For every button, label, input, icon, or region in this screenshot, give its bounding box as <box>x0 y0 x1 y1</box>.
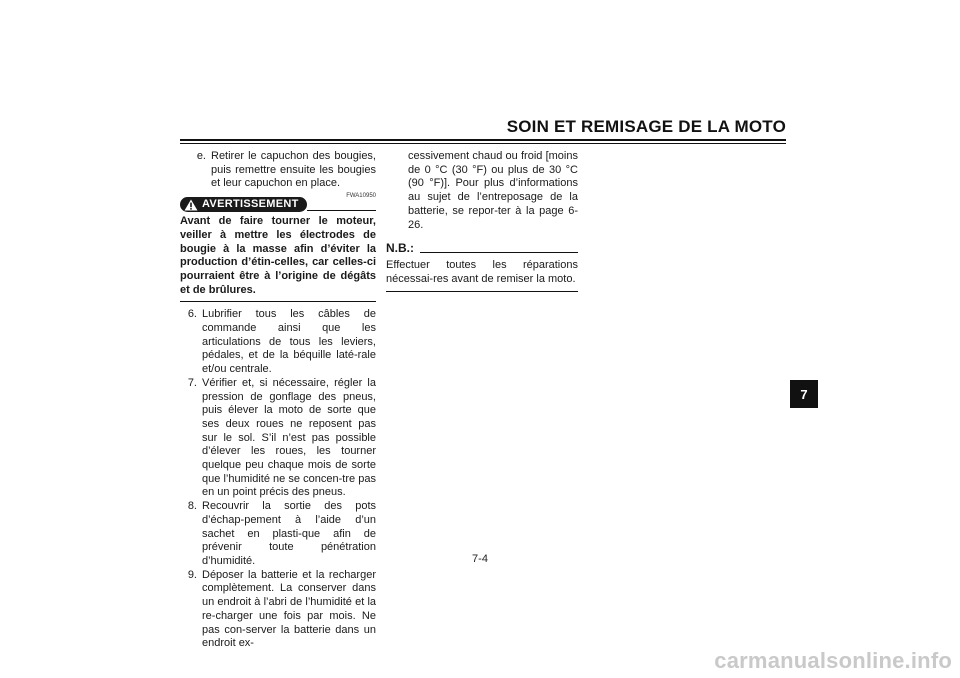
list-item-text: Déposer la batterie et la recharger complètement. La conserver dans un endroit à l’abri de l’humidité et la re-charger une fois par mois. Ne pas con-server la batterie dans un endroit ex- <box>202 568 376 650</box>
right-column <box>386 150 578 292</box>
list-item-e <box>180 150 376 191</box>
list-item <box>180 308 376 377</box>
list-item-number: 6. <box>187 308 197 321</box>
watermark: carmanualsonline.info <box>714 648 952 673</box>
list-item-text: cessivement chaud ou froid [moins de 0 °C (30 °F) ou plus de 30 °C (90 °F)]. Pour plus d’informations au sujet de l’entreposage de la batterie, se repor-ter à la page 6-26. <box>408 150 578 231</box>
note-rule <box>420 252 578 253</box>
title-rule-thin <box>180 143 786 144</box>
chapter-tab: 7 <box>790 380 818 408</box>
list-item-number: e. <box>196 150 206 162</box>
warning-code: FWA10950 <box>346 193 376 200</box>
warning-text: Avant de faire tourner le moteur, veiller à mettre les électrodes de bougie à la masse afin d’éviter la production d’étin-celles, car celles-ci pourraient être à l’origine de dégâts et de brûlures. <box>180 215 376 302</box>
list-item-number: 7. <box>187 376 197 389</box>
page-title: SOIN ET REMISAGE DE LA MOTO <box>506 117 786 136</box>
warning-label <box>180 197 307 212</box>
note-header <box>386 242 578 255</box>
warning-triangle-icon <box>184 199 198 211</box>
note-text: Effectuer toutes les réparations nécessai-res avant de remiser la moto. <box>386 259 578 291</box>
list-item-continuation <box>386 150 578 232</box>
title-rule-thick <box>180 139 786 141</box>
list-item <box>180 569 376 651</box>
list-item-indent <box>386 150 408 232</box>
page-number: 7-4 <box>472 553 488 565</box>
warning-rule <box>307 210 376 211</box>
list-item-number: 9. <box>187 568 197 581</box>
list-item <box>180 500 376 569</box>
list-item <box>180 377 376 500</box>
list-item-text: Recouvrir la sortie des pots d’échap-pement à l’aide d’un sachet en plasti-que afin de prévenir toute pénétration d’humidité. <box>202 500 376 567</box>
list-item-text: Lubrifier tous les câbles de commande ainsi que les articulations de tous les leviers, pédales, et de la béquille laté-rale et/ou centrale. <box>202 308 376 376</box>
note-label: N.B.: <box>386 241 414 256</box>
warning-label-text: AVERTISSEMENT <box>202 198 299 211</box>
warning-box <box>180 193 376 302</box>
list-item-text: Vérifier et, si nécessaire, régler la pression de gonflage des pneus, puis élever la moto de sorte que ses deux roues ne reposent pas sur le sol. S’il n’est pas possible d’élever les roues, les tourner quelque peu chaque mois de sorte que l’humidité ne se concen-tre pas en un point précis des pneus. <box>202 376 376 499</box>
list-item-number: 8. <box>187 500 197 513</box>
left-column <box>180 150 376 651</box>
list-item-text: Retirer le capuchon des bougies, puis remettre ensuite les bougies et leur capuchon en place. <box>211 150 376 190</box>
